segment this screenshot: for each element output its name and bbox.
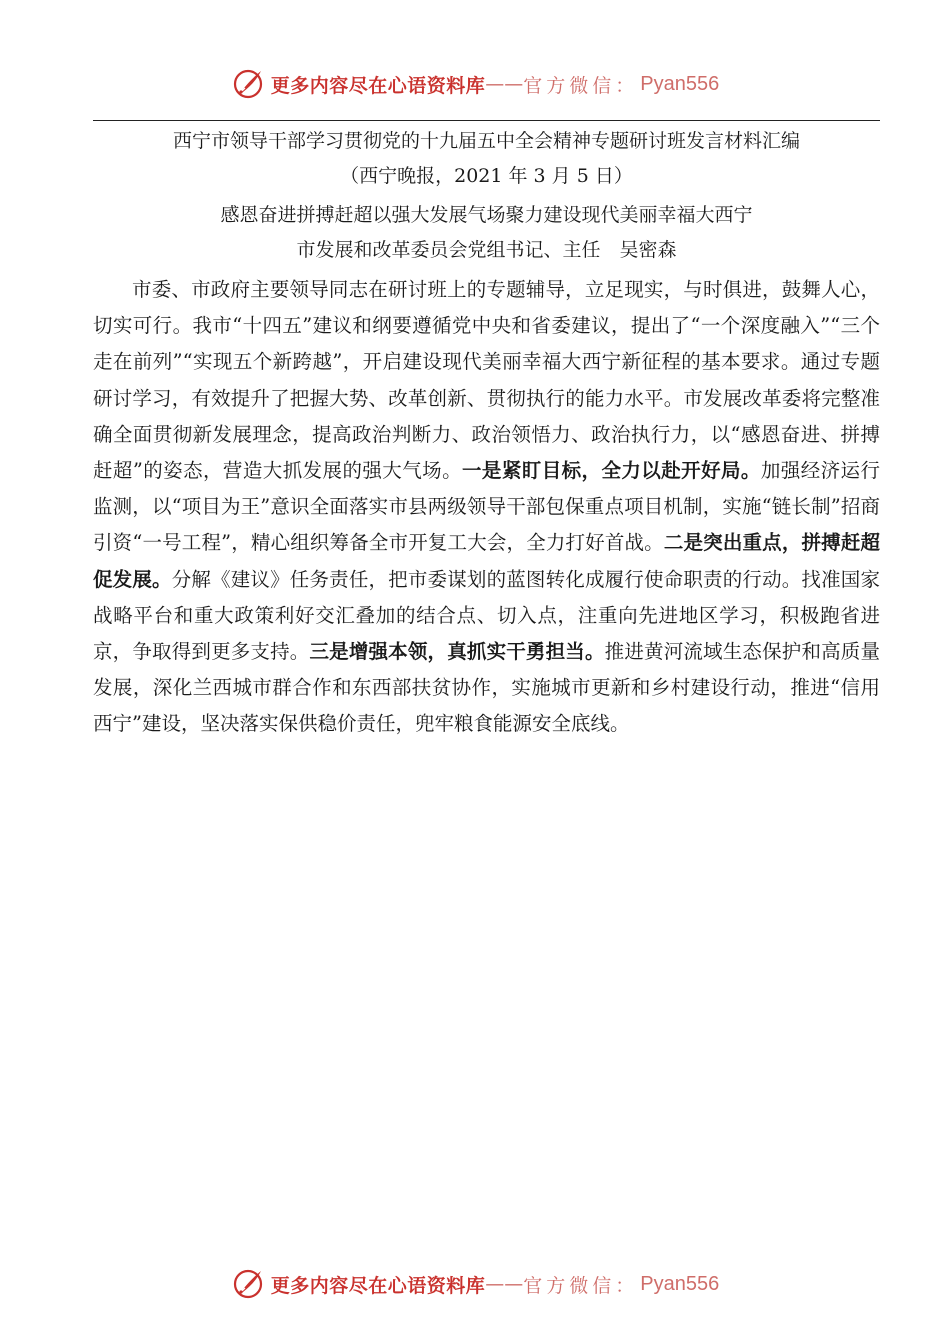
- author-line: 市发展和改革委员会党组书记、主任 吴密森: [296, 239, 677, 261]
- point-3-heading: 三是增强本领，真抓实干勇担当。: [309, 640, 605, 664]
- document-body: [93, 124, 880, 743]
- document-title: 西宁市领导干部学习贯彻党的十九届五中全会精神专题研讨班发言材料汇编: [172, 130, 800, 152]
- point-2-text: 分解《建议》任务责任，把市委谋划的蓝图转化成履行使命职责的行动。找准国家战略平台和重大政策利好交汇叠加的结合点、切入点，注重向先进地区学习，积极跑省进京，争取得到更多支持。: [93, 567, 880, 664]
- brand-name: 更多内容尽在心语资料库: [270, 74, 486, 97]
- header-banner: [0, 64, 950, 104]
- point-1-heading: 一是紧盯目标，全力以赴开好局。: [462, 459, 761, 483]
- intro-text: 市委、市政府主要领导同志在研讨班上的专题辅导，立足现实，与时俱进，鼓舞人心，切实可行。我市“十四五”建议和纲要遵循党中央和省委建议，提出了“一个深度融入”“三个走在前列”“实现五个新跨越”，开启建设现代美丽幸福大西宁新征程的基本要求。通过专题研讨学习，有效提升了把握大势、改革创新、贯彻执行的能力水平。市发展改革委将完整准确全面贯彻新发展理念，提高政治判断力、政治领悟力、政治执行力，以“感恩奋进、拼搏赶超”的姿态，营造大抓发展的强大气场。: [93, 278, 880, 483]
- header-divider: [93, 120, 880, 121]
- footer-banner: [0, 1264, 950, 1304]
- point-1-text: 加强经济运行监测，以“项目为王”意识全面落实市县两级领导干部包保重点项目机制，实施“链长制”招商引资“一号工程”，精心组织筹备全市开复工大会，全力打好首战。: [93, 459, 880, 555]
- official-wechat-label: 官方微信：: [523, 1274, 639, 1297]
- banner-dash: ——: [485, 1273, 524, 1295]
- quill-pen-logo-icon: [231, 67, 265, 101]
- article-paragraph: [93, 272, 880, 743]
- point-3-text: 推进黄河流域生态保护和高质量发展，深化兰西城市群合作和东西部扶贫协作，实施城市更新和乡村建设行动，推进“信用西宁”建设，坚决落实保供稳价责任，兜牢粮食能源安全底线。: [93, 640, 880, 736]
- article-subtitle: 感恩奋进拼搏赶超以强大发展气场聚力建设现代美丽幸福大西宁: [220, 204, 753, 226]
- document-source: （西宁晚报，2021 年 3 月 5 日）: [340, 165, 633, 187]
- wechat-id: Pyan556: [640, 1272, 720, 1295]
- point-2-heading: 二是突出重点，拼搏赶超促发展。: [93, 531, 880, 591]
- wechat-id: Pyan556: [640, 72, 720, 95]
- brand-name: 更多内容尽在心语资料库: [270, 1274, 486, 1297]
- banner-dash: ——: [485, 73, 524, 95]
- official-wechat-label: 官方微信：: [523, 74, 639, 97]
- quill-pen-logo-icon: [231, 1267, 265, 1301]
